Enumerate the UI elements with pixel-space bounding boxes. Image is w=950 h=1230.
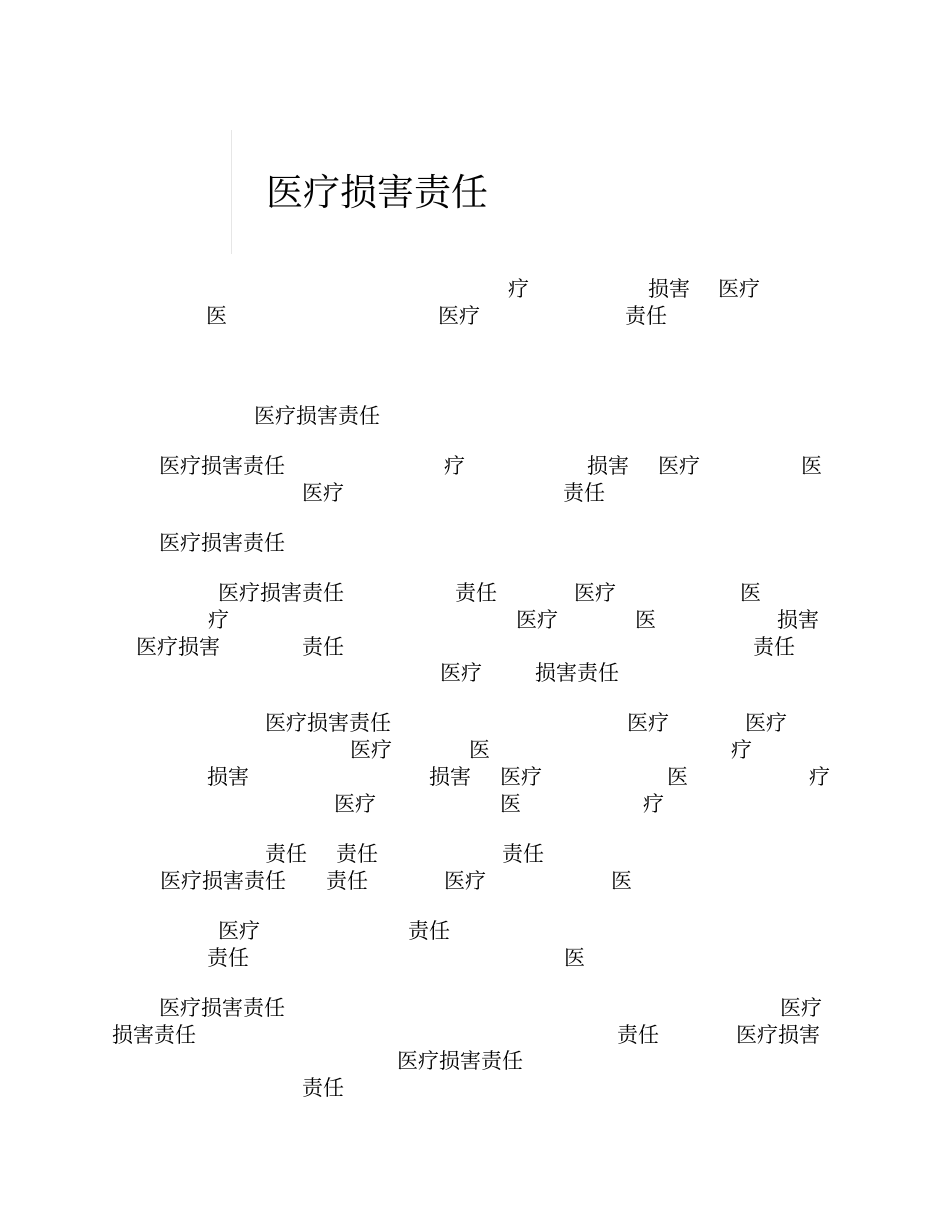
text-fragment: 损害 — [777, 608, 819, 632]
text-fragment: 医疗 — [444, 869, 486, 893]
text-fragment: 医 — [801, 454, 822, 478]
text-fragment: 医疗 — [438, 304, 480, 328]
text-fragment: 疗 — [444, 454, 465, 478]
text-fragment: 责任 — [302, 635, 344, 659]
text-fragment: 责任 — [326, 869, 368, 893]
text-fragment: 责任 — [455, 581, 497, 605]
text-fragment: 疗 — [643, 792, 664, 816]
text-fragment: 医疗损害责任 — [265, 711, 391, 735]
text-fragment: 医疗 — [718, 277, 760, 301]
text-fragment: 责任 — [408, 919, 450, 943]
text-fragment: 责任 — [563, 481, 605, 505]
text-fragment: 医疗 — [440, 661, 482, 685]
text-fragment: 责任 — [207, 946, 249, 970]
text-fragment: 医疗损害 — [136, 635, 220, 659]
text-fragment: 损害 — [207, 765, 249, 789]
text-fragment: 医疗损害责任 — [159, 454, 285, 478]
text-fragment: 责任 — [753, 635, 795, 659]
title-divider — [231, 130, 232, 254]
text-fragment: 责任 — [617, 1023, 659, 1047]
text-fragment: 医疗损害 — [736, 1023, 820, 1047]
text-fragment: 医疗 — [334, 792, 376, 816]
text-fragment: 医疗 — [350, 738, 392, 762]
section-heading: 医疗损害责任 — [254, 404, 380, 428]
text-fragment: 医疗 — [500, 765, 542, 789]
text-fragment: 疗 — [809, 765, 830, 789]
text-fragment: 医 — [635, 608, 656, 632]
document-title: 医疗损害责任 — [266, 171, 488, 214]
text-fragment: 责任 — [265, 842, 307, 866]
text-fragment: 疗 — [731, 738, 752, 762]
text-fragment: 责任 — [336, 842, 378, 866]
text-fragment: 医疗 — [516, 608, 558, 632]
text-fragment: 医 — [469, 738, 490, 762]
text-fragment: 医疗损害责任 — [218, 581, 344, 605]
text-fragment: 医 — [564, 946, 585, 970]
text-fragment: 损害责任 — [535, 661, 619, 685]
text-fragment: 损害 — [587, 454, 629, 478]
text-fragment: 损害 — [648, 277, 690, 301]
text-fragment: 医疗 — [574, 581, 616, 605]
text-fragment: 责任 — [302, 1076, 344, 1100]
text-fragment: 医疗损害责任 — [160, 869, 286, 893]
text-fragment: 责任 — [625, 304, 667, 328]
text-fragment: 医 — [611, 869, 632, 893]
section-heading: 医疗损害责任 — [159, 531, 285, 555]
text-fragment: 疗 — [508, 277, 529, 301]
text-fragment: 疗 — [208, 608, 229, 632]
text-fragment: 医疗 — [218, 919, 260, 943]
text-fragment: 医疗损害责任 — [397, 1049, 523, 1073]
text-fragment: 医疗 — [627, 711, 669, 735]
text-fragment: 医 — [667, 765, 688, 789]
text-fragment: 医 — [740, 581, 761, 605]
text-fragment: 医 — [500, 792, 521, 816]
text-fragment: 责任 — [502, 842, 544, 866]
text-fragment: 医疗 — [780, 996, 822, 1020]
text-fragment: 医 — [206, 304, 227, 328]
text-fragment: 医疗损害责任 — [159, 996, 285, 1020]
text-fragment: 损害责任 — [112, 1023, 196, 1047]
text-fragment: 医疗 — [302, 481, 344, 505]
text-fragment: 医疗 — [658, 454, 700, 478]
text-fragment: 医疗 — [745, 711, 787, 735]
text-fragment: 损害 — [429, 765, 471, 789]
